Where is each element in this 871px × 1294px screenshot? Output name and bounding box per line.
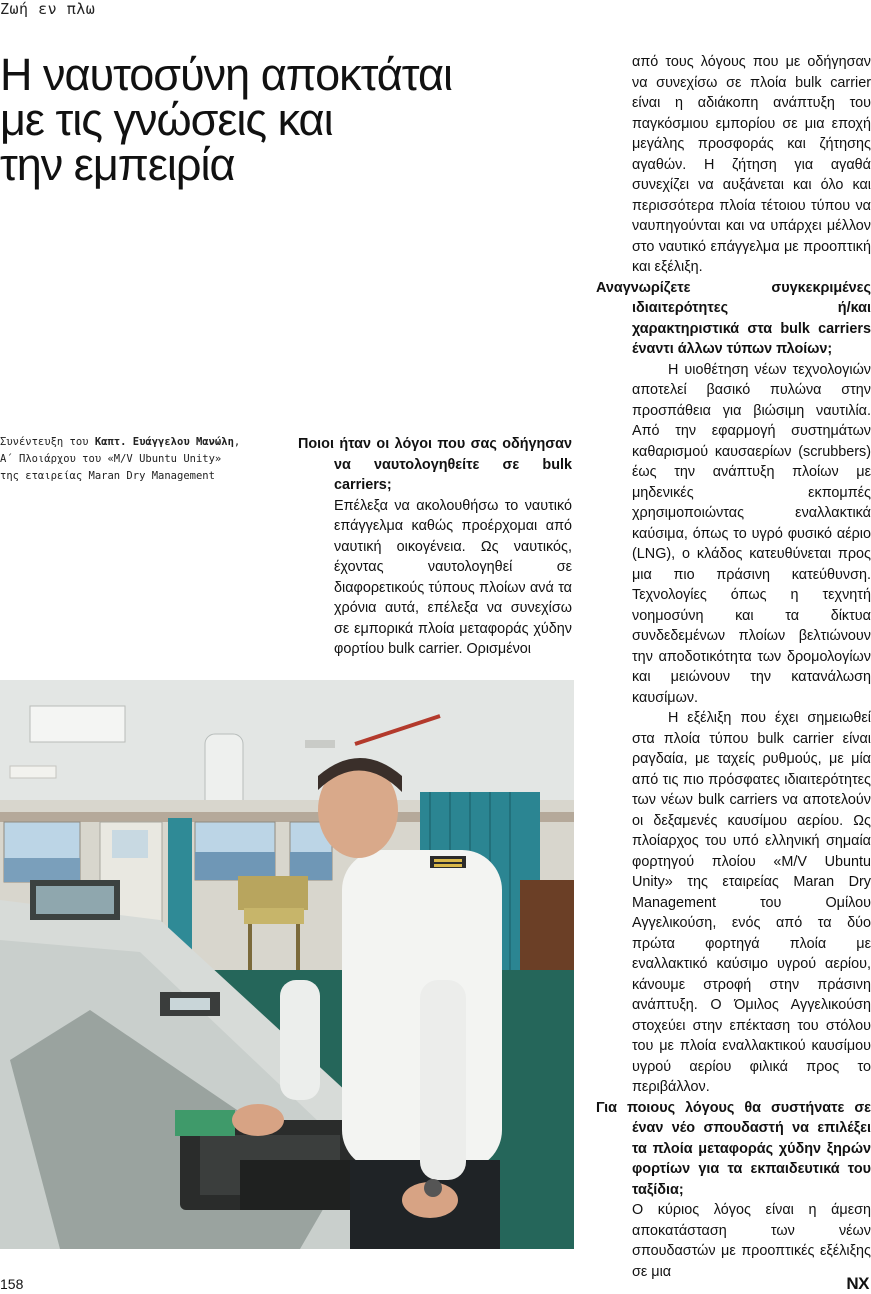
page-number: 158 [0, 1276, 24, 1292]
credit-suffix: , [233, 436, 241, 448]
answer-1-part-2: από τους λόγους που με οδήγησαν να συνεχίσω σε πλοία bulk carrier είναι η αδιάκοπη ανάπτυξη του παγκόσμιου εμπορίου σε μια εποχή μεγάλης προσφοράς και ζήτησης αγαθών. Η ζήτηση για αγαθά συνεχίζει να αυξάνεται και όλο και περισσότερα πλοία τέτοιου τύπου να ναυπηγούνται και να υπάρχει μέλλον στο ναυτικό επάγγελμα με προοπτική και εξέλιξη. [632, 54, 871, 275]
section-label: Ζωή εν πλω [0, 0, 96, 18]
answer-3-paragraph-1: Ο κύριος λόγος είναι η άμεση αποκατάσταση των νέων σπουδαστών με προοπτικές εξέλιξης σε μια [632, 1202, 871, 1280]
interview-credit [0, 434, 300, 485]
answer-1-part-1: Επέλεξα να ακολουθήσω το ναυτικό επάγγελμα καθώς προέρχομαι από ναυτική οικογένεια. Ως ναυτικός, έχοντας ναυτολογηθεί σε διαφορετικούς τύπους πλοίων ανά τα χρόνια αυτά, επέλεξα να συνεχίσω σε εμπορικά πλοία μεταφοράς χύδην φορτίου bulk carrier. Ορισμένοι [334, 497, 572, 657]
headline-line-2: με τις γνώσεις και [0, 94, 333, 145]
question-2: Αναγνωρίζετε συγκεκριμένες ιδιαιτερότητες ή/και χαρακτηριστικά στα bulk carriers έναντι άλλων τύπων πλοίων; [596, 279, 871, 357]
credit-prefix: Συνέντευξη του [0, 436, 95, 448]
credit-company: της εταιρείας Maran Dry Management [0, 470, 215, 482]
question-3: Για ποιους λόγους θα συστήνατε σε έναν νέο σπουδαστή να επιλέξει τα πλοία μεταφοράς χύδην ξηρών φορτίων για τα εκπαιδευτικά του ταξίδια; [596, 1099, 871, 1198]
headline-line-1: Η ναυτοσύνη αποκτάται [0, 49, 452, 100]
credit-name: Καπτ. Ευάγγελου Μανώλη [94, 436, 234, 448]
headline [0, 49, 590, 190]
article-column-right [596, 52, 871, 1282]
bridge-photo-illustration [0, 680, 574, 1249]
answer-2-paragraph-2: Η εξέλιξη που έχει σημειωθεί στα πλοία τύπου bulk carrier είναι ραγδαία, με ταχείς ρυθμούς, με μία από τις πιο πρόσφατες ιδιαιτερότητες των νέων bulk carriers να αποτελούν οι δεξαμενές καυσίμου αερίου. Ως πλοίαρχος του υπό ελληνική σημαία φορτηγού πλοίου «M/V Ubuntu Unity» της εταιρείας Maran Dry Management του Ομίλου Αγγελικούση, ενός από τα δύο πρώτα φορτηγά πλοία με εναλλακτικό καύσιμο υγρού αερίου, κάνουμε στροφή στην πράσινη ανάπτυξη. Ο Όμιλος Αγγελικούση στοχεύει στην επέκταση του στόλου του με πλοία εναλλακτικού καυσίμου υγρού αερίου φιλικά προς το περιβάλλον. [632, 710, 871, 1095]
headline-line-3: την εμπειρία [0, 139, 235, 190]
answer-2-paragraph-1: Η υιοθέτηση νέων τεχνολογιών αποτελεί βασικό πυλώνα στην προσπάθεια για βιώσιμη ναυτιλία. Από την εφαρμογή συστημάτων καθαρισμού καυσαερίων (scrubbers) έως την ανάπτυξη πλοίων με μηδενικές εκπομπές χρησιμοποιώντας εναλλακτικά καύσιμα, όπως το υγρό φυσικό αέριο (LNG), ο κλάδος κατευθύνεται προς μια πιο πράσινη κατεύθυνση. Τεχνολογίες όπως η τεχνητή νοημοσύνη και τα δίκτυα συνδεδεμένων πλοίων βελτιώνουν την αποδοτικότητα των δρομολογίων και μειώνουν την κατανάλωση καυσίμων. [632, 361, 871, 706]
question-1: Ποιοι ήταν οι λόγοι που σας οδήγησαν να ναυτολογηθείτε σε bulk carriers; [298, 436, 572, 493]
credit-role: Α΄ Πλοιάρχου του «M/V Ubuntu Unity» [0, 453, 222, 465]
bridge-photo [0, 680, 574, 1249]
article-column-middle [298, 434, 572, 660]
publication-logo: NX [846, 1274, 869, 1293]
